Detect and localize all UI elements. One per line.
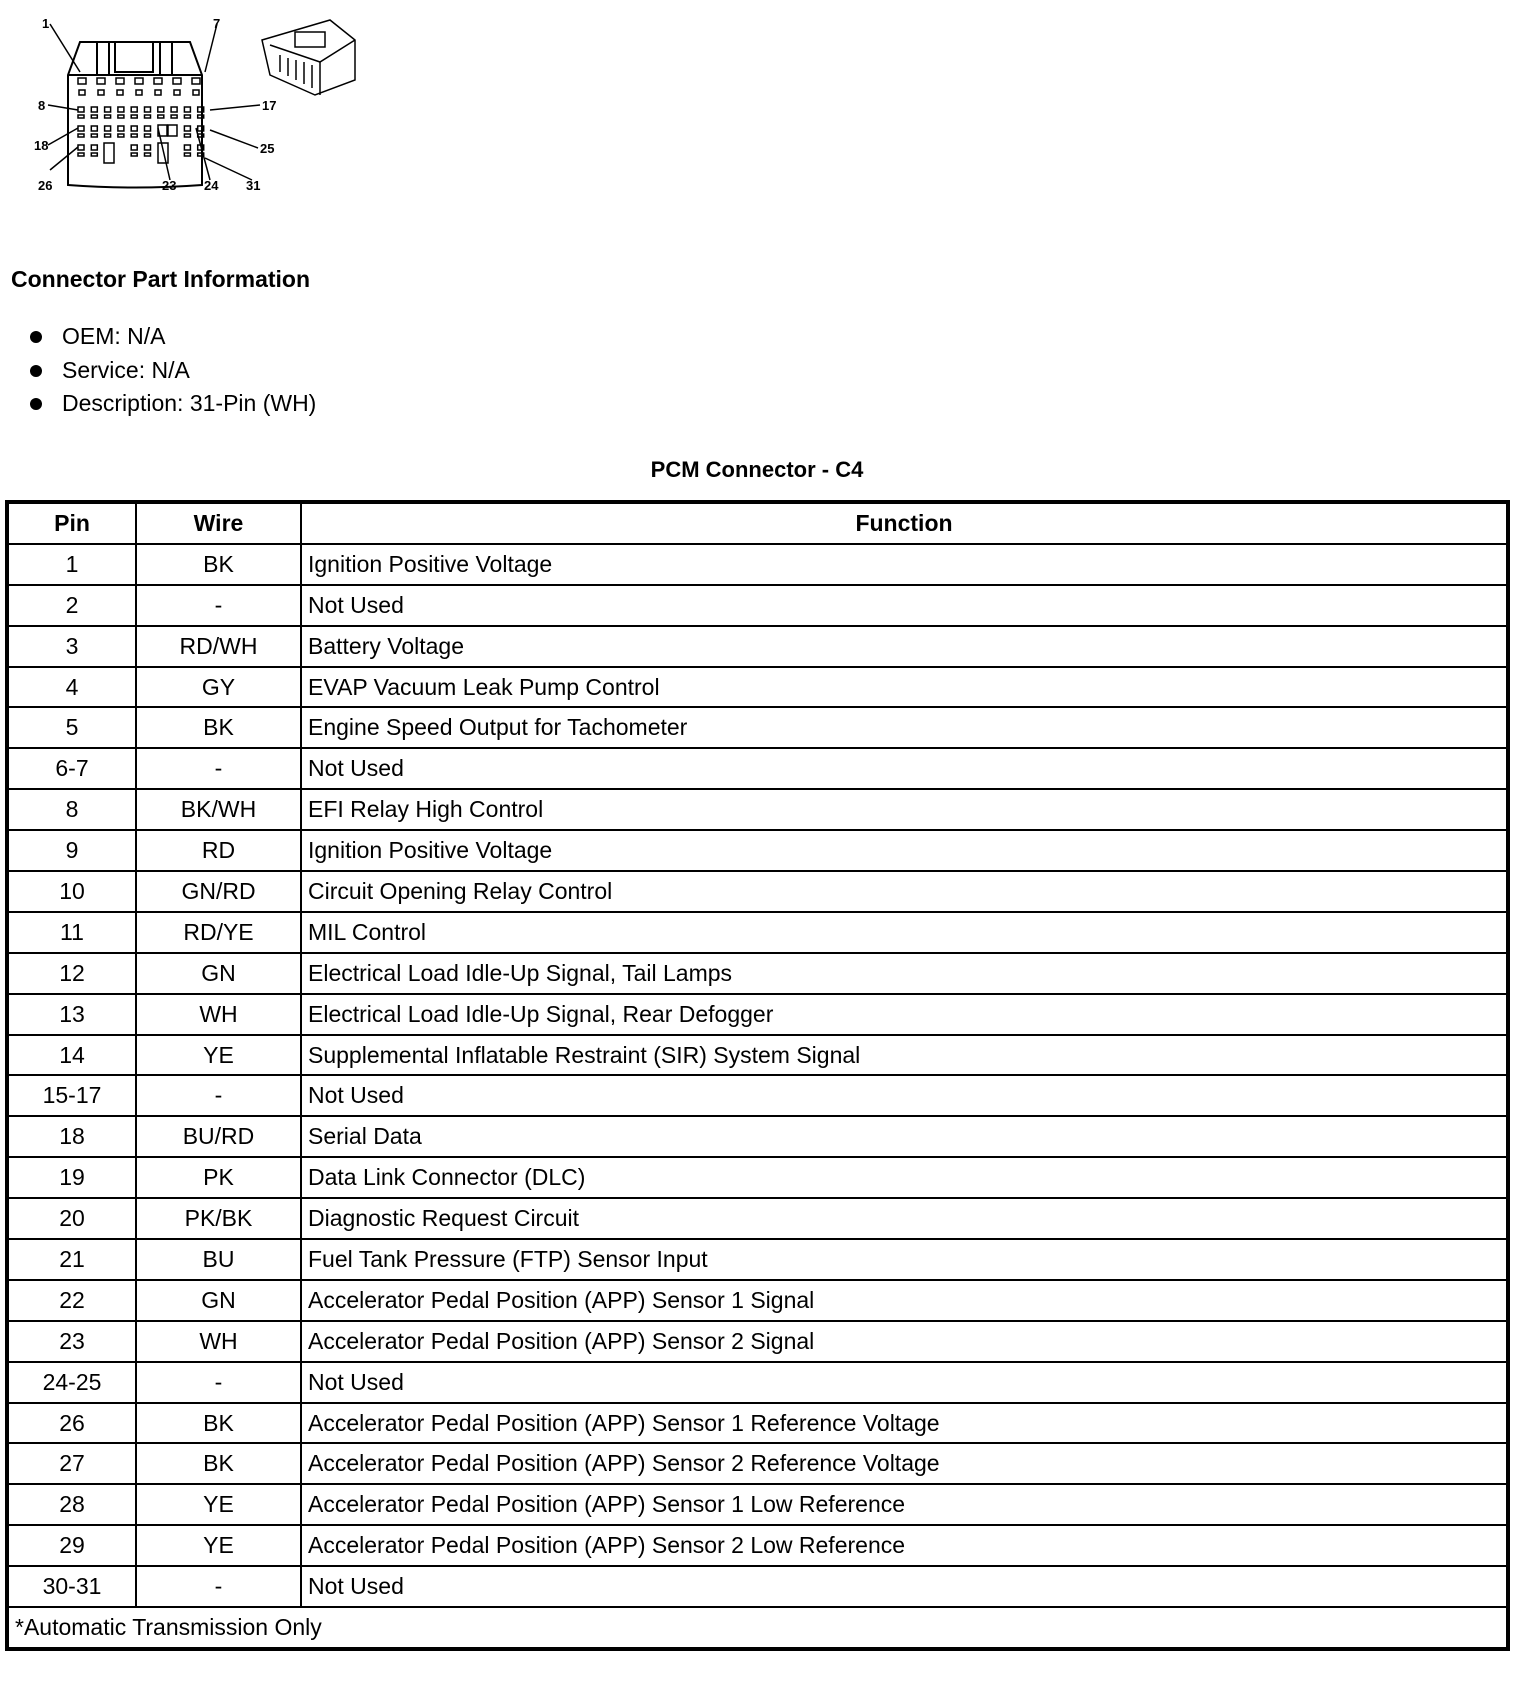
pin-cavity: [131, 126, 137, 131]
table-header-row: [7, 502, 1508, 544]
cell-wire: BK: [136, 707, 301, 748]
cell-pin: 1: [7, 544, 136, 585]
table-row: [7, 585, 1508, 626]
header-wire: Wire: [136, 502, 301, 544]
cell-function: Accelerator Pedal Position (APP) Sensor 2 Low Reference: [301, 1525, 1508, 1566]
header-pin: Pin: [7, 502, 136, 544]
cell-wire: RD: [136, 830, 301, 871]
pin-label: 17: [262, 98, 277, 113]
cell-pin: 9: [7, 830, 136, 871]
pin-cavity: [184, 134, 190, 137]
cell-function: MIL Control: [301, 912, 1508, 953]
cell-function: Electrical Load Idle-Up Signal, Tail Lamps: [301, 953, 1508, 994]
cell-function: Electrical Load Idle-Up Signal, Rear Defogger: [301, 994, 1508, 1035]
cell-wire: -: [136, 1362, 301, 1403]
pin-cavity: [78, 134, 84, 137]
table-row: [7, 544, 1508, 585]
cell-wire: WH: [136, 994, 301, 1035]
cell-pin: 18: [7, 1116, 136, 1157]
pin-cavity: [184, 153, 190, 156]
cell-pin: 28: [7, 1484, 136, 1525]
table-row: [7, 1239, 1508, 1280]
pin-cavity: [118, 134, 124, 137]
cell-function: Circuit Opening Relay Control: [301, 871, 1508, 912]
table-row: [7, 1116, 1508, 1157]
cell-pin: 29: [7, 1525, 136, 1566]
cell-function: Accelerator Pedal Position (APP) Sensor 1 Low Reference: [301, 1484, 1508, 1525]
table-row: [7, 830, 1508, 871]
pin-cavity: [145, 153, 151, 156]
pin-cavity: [91, 153, 97, 156]
cell-function: Not Used: [301, 1075, 1508, 1116]
cell-wire: GN: [136, 953, 301, 994]
pin-cavity: [105, 107, 111, 112]
pin-label: 7: [213, 16, 221, 31]
pin-label: 8: [38, 98, 46, 113]
table-row: [7, 748, 1508, 789]
cell-pin: 23: [7, 1321, 136, 1362]
cell-wire: GN: [136, 1280, 301, 1321]
pin-cavity: [91, 134, 97, 137]
cell-function: Ignition Positive Voltage: [301, 544, 1508, 585]
cell-function: EVAP Vacuum Leak Pump Control: [301, 667, 1508, 708]
cell-function: Accelerator Pedal Position (APP) Sensor 1 Reference Voltage: [301, 1403, 1508, 1444]
cell-wire: -: [136, 585, 301, 626]
table-row: [7, 953, 1508, 994]
table-row: [7, 994, 1508, 1035]
cell-function: Accelerator Pedal Position (APP) Sensor 2 Reference Voltage: [301, 1443, 1508, 1484]
table-row: [7, 626, 1508, 667]
table-row: [7, 707, 1508, 748]
cell-function: Data Link Connector (DLC): [301, 1157, 1508, 1198]
pin-cavity: [184, 107, 190, 112]
pin-cavity: [145, 126, 151, 131]
table-title-text: PCM Connector - C4: [650, 457, 864, 482]
pin-cavity: [145, 134, 151, 137]
cell-wire: YE: [136, 1035, 301, 1076]
pin-cavity: [118, 126, 124, 131]
table-row: [7, 1280, 1508, 1321]
table-row: [7, 1566, 1508, 1607]
connector-part-info-heading: Connector Part Information: [11, 266, 311, 292]
connector-info-list: [30, 320, 316, 421]
cell-wire: -: [136, 1566, 301, 1607]
cell-function: Ignition Positive Voltage: [301, 830, 1508, 871]
table-row: [7, 789, 1508, 830]
pin-cavity: [158, 115, 164, 118]
cell-function: Fuel Tank Pressure (FTP) Sensor Input: [301, 1239, 1508, 1280]
pin-cavity: [78, 78, 86, 84]
pin-cavity: [78, 115, 84, 118]
footnote: *Automatic Transmission Only: [7, 1607, 1508, 1649]
pin-cavity: [117, 90, 123, 95]
description-info: Description: 31-Pin (WH): [30, 387, 316, 421]
pin-cavity: [145, 115, 151, 118]
cell-wire: RD/YE: [136, 912, 301, 953]
cell-function: Accelerator Pedal Position (APP) Sensor 2 Signal: [301, 1321, 1508, 1362]
pin-label: 1: [42, 16, 50, 31]
pin-cavity: [193, 90, 199, 95]
pin-cavity: [145, 145, 151, 150]
pin-cavity: [104, 143, 114, 163]
cell-function: Not Used: [301, 748, 1508, 789]
cell-pin: 11: [7, 912, 136, 953]
pin-cavity: [131, 134, 137, 137]
cell-pin: 24-25: [7, 1362, 136, 1403]
table-row: [7, 871, 1508, 912]
cell-pin: 30-31: [7, 1566, 136, 1607]
pin-cavity: [174, 90, 180, 95]
pin-label: 18: [34, 138, 49, 153]
cell-pin: 6-7: [7, 748, 136, 789]
table-title: [0, 457, 1520, 483]
cell-wire: -: [136, 1075, 301, 1116]
cell-wire: BK: [136, 1403, 301, 1444]
pin-cavity: [136, 90, 142, 95]
cell-function: Diagnostic Request Circuit: [301, 1198, 1508, 1239]
header-function: Function: [301, 502, 1508, 544]
cell-wire: GN/RD: [136, 871, 301, 912]
cell-pin: 5: [7, 707, 136, 748]
service-info: Service: N/A: [30, 354, 316, 388]
cell-pin: 4: [7, 667, 136, 708]
cell-pin: 26: [7, 1403, 136, 1444]
pin-cavity: [78, 145, 84, 150]
pin-cavity: [79, 90, 85, 95]
table-row: [7, 1525, 1508, 1566]
cell-wire: YE: [136, 1525, 301, 1566]
cell-pin: 14: [7, 1035, 136, 1076]
pin-cavity: [192, 78, 200, 84]
cell-wire: RD/WH: [136, 626, 301, 667]
table-row: [7, 1157, 1508, 1198]
table-row: [7, 1075, 1508, 1116]
pin-label: 25: [260, 141, 275, 156]
cell-pin: 27: [7, 1443, 136, 1484]
table-row: [7, 667, 1508, 708]
pin-cavity: [118, 107, 124, 112]
cell-wire: WH: [136, 1321, 301, 1362]
pin-cavity: [171, 115, 177, 118]
pin-cavity: [168, 125, 177, 136]
pin-cavity: [131, 145, 137, 150]
pin-cavity: [184, 115, 190, 118]
pin-cavity: [171, 107, 177, 112]
cell-function: Accelerator Pedal Position (APP) Sensor 1 Signal: [301, 1280, 1508, 1321]
pin-cavity: [184, 126, 190, 131]
cell-wire: YE: [136, 1484, 301, 1525]
cell-pin: 19: [7, 1157, 136, 1198]
pin-table: [5, 500, 1510, 1651]
pin-cavity: [91, 126, 97, 131]
pin-cavity: [184, 145, 190, 150]
pin-cavity: [131, 115, 137, 118]
connector-3d-view: [262, 20, 355, 95]
connector-diagram: [30, 10, 360, 215]
pin-cavity: [91, 107, 97, 112]
cell-wire: -: [136, 748, 301, 789]
cell-function: Supplemental Inflatable Restraint (SIR) System Signal: [301, 1035, 1508, 1076]
pin-cavity: [78, 126, 84, 131]
table-row: [7, 1443, 1508, 1484]
oem-info: OEM: N/A: [30, 320, 316, 354]
table-row: [7, 1403, 1508, 1444]
cell-pin: 13: [7, 994, 136, 1035]
cell-pin: 20: [7, 1198, 136, 1239]
cell-wire: BK/WH: [136, 789, 301, 830]
pin-label: 24: [204, 178, 219, 193]
pin-cavity: [97, 78, 105, 84]
pin-cavity: [158, 107, 164, 112]
cell-pin: 15-17: [7, 1075, 136, 1116]
cell-wire: BK: [136, 544, 301, 585]
pin-cavity: [105, 126, 111, 131]
cell-pin: 10: [7, 871, 136, 912]
pin-cavity: [91, 145, 97, 150]
cell-function: Not Used: [301, 1566, 1508, 1607]
cell-function: EFI Relay High Control: [301, 789, 1508, 830]
cell-pin: 21: [7, 1239, 136, 1280]
cell-wire: PK/BK: [136, 1198, 301, 1239]
cell-function: Serial Data: [301, 1116, 1508, 1157]
pin-label: 31: [246, 178, 261, 193]
cell-function: Engine Speed Output for Tachometer: [301, 707, 1508, 748]
footnote-row: [7, 1607, 1508, 1649]
pin-cavity: [145, 107, 151, 112]
pin-cavity: [135, 78, 143, 84]
cell-function: Not Used: [301, 1362, 1508, 1403]
cell-wire: GY: [136, 667, 301, 708]
cell-wire: BU: [136, 1239, 301, 1280]
cell-pin: 12: [7, 953, 136, 994]
cell-pin: 3: [7, 626, 136, 667]
pin-cavity: [154, 78, 162, 84]
pin-cavity: [131, 107, 137, 112]
pin-label: 26: [38, 178, 53, 193]
pin-cavity: [105, 134, 111, 137]
cell-pin: 22: [7, 1280, 136, 1321]
pin-cavity: [155, 90, 161, 95]
cell-wire: PK: [136, 1157, 301, 1198]
cell-pin: 8: [7, 789, 136, 830]
table-row: [7, 1321, 1508, 1362]
table-row: [7, 912, 1508, 953]
pin-cavity: [131, 153, 137, 156]
pin-label: 23: [162, 178, 177, 193]
pin-cavity: [78, 153, 84, 156]
pin-cavity: [173, 78, 181, 84]
cell-wire: BK: [136, 1443, 301, 1484]
cell-pin: 2: [7, 585, 136, 626]
pin-cavity: [118, 115, 124, 118]
cell-function: Not Used: [301, 585, 1508, 626]
table-row: [7, 1035, 1508, 1076]
table-row: [7, 1198, 1508, 1239]
table-row: [7, 1362, 1508, 1403]
cell-wire: BU/RD: [136, 1116, 301, 1157]
pin-cavity: [116, 78, 124, 84]
pin-cavity: [105, 115, 111, 118]
table-row: [7, 1484, 1508, 1525]
cell-function: Battery Voltage: [301, 626, 1508, 667]
pin-cavity: [78, 107, 84, 112]
pin-cavity: [91, 115, 97, 118]
pin-cavity: [98, 90, 104, 95]
